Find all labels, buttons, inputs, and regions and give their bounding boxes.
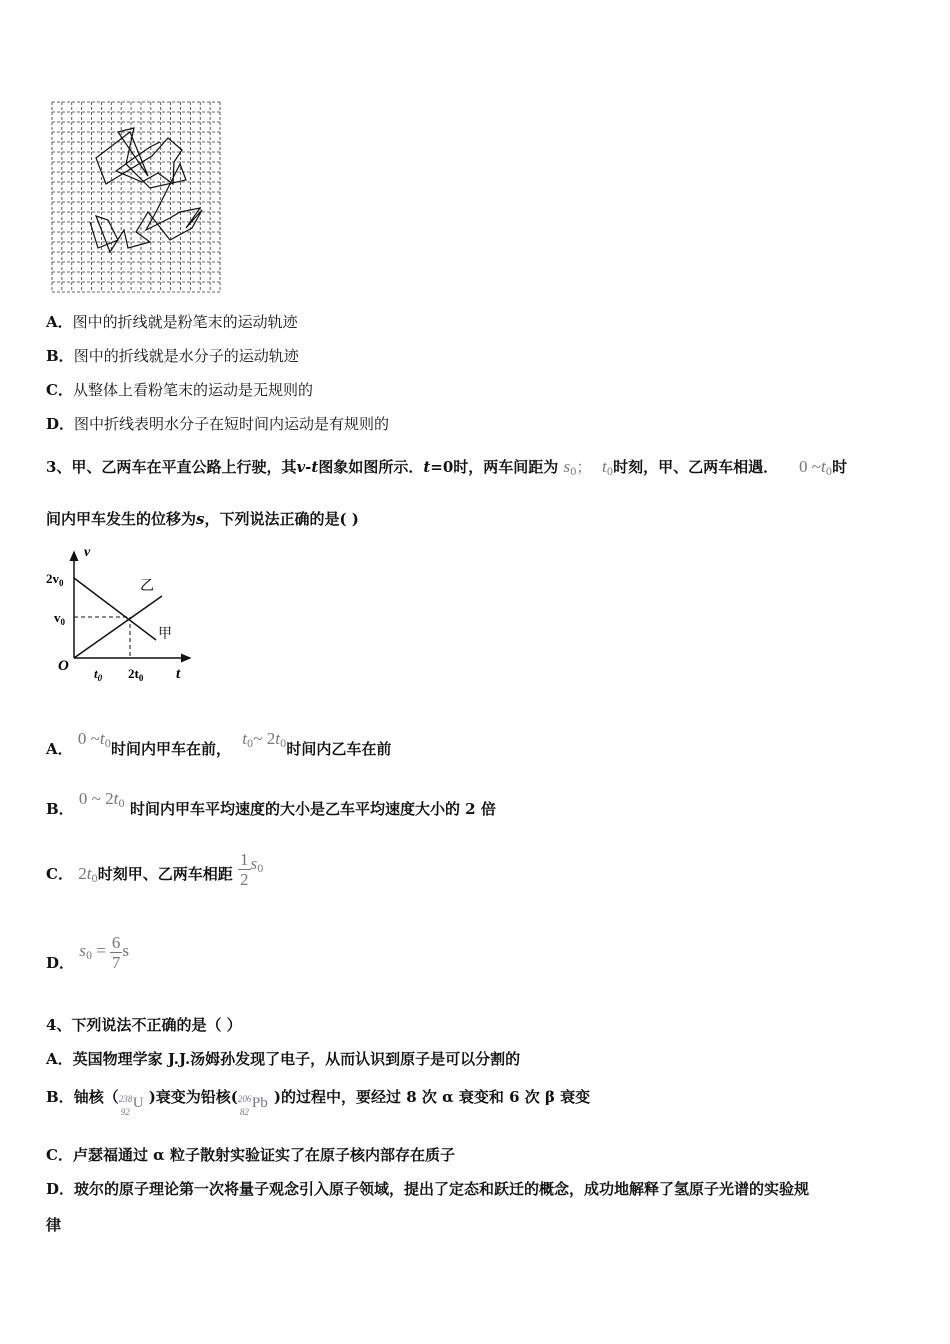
option-text: 时间内乙车在前 [286,740,392,758]
q3-stem-line2 [46,508,359,529]
t-var: t [99,729,105,748]
q4-option-a [46,1048,520,1069]
q2-option-d [46,413,389,434]
t-var: t [602,457,607,476]
half-fraction [238,851,251,888]
subscript: 0 [118,799,125,810]
s-var: s [79,941,86,960]
q3-stem-line1 [46,452,847,482]
q3-option-c [46,846,264,902]
s0-eq-math [79,932,129,972]
t-var: t [275,729,280,748]
x-axis-label: t [176,666,181,682]
subscript: 0 [246,739,254,750]
q3-text: 间内甲车发生的位移为 [46,510,197,528]
q3-text: ，下列说法正确的是( ) [204,510,359,528]
q4-option-d-line1 [46,1178,809,1199]
option-text: 卢瑟福通过 α 粒子散射实验证实了在原子核内部存在质子 [72,1146,455,1164]
t-var: t [242,729,247,748]
q4-option-d-line2: 律 [46,1216,62,1234]
coefficient: 2 [78,864,87,883]
option-text: 图中折线表明水分子在短时间内运动是有规则的 [74,415,390,433]
option-text: 英国物理学家 J.J.汤姆孙发现了电子，从而认识到原子是可以分割的 [72,1050,521,1068]
vt-chart [44,540,204,690]
option-text: 时间内甲车平均速度的大小是乙车平均速度大小的 2 倍 [124,800,496,818]
option-text: 时间内甲车在前， [110,740,231,758]
q3-text: =0时，两车间距为 [430,458,559,476]
q3-option-b [46,790,496,824]
s-var: s [196,510,205,528]
six-sevenths-fraction [110,934,123,971]
s-var: s [563,457,571,476]
option-letter: C． [46,865,73,883]
denominator: 7 [111,952,121,972]
brownian-motion-figure [50,100,222,294]
option-letter: C． [46,1146,73,1164]
range: 0 ~ [799,457,821,476]
y-axis-label: v [84,545,91,560]
s0-math [564,458,577,476]
q4-option-b [46,1082,591,1117]
t-var: t [86,864,92,883]
origin-label: O [58,658,69,674]
option-text: 图中的折线就是粉笔末的运动轨迹 [72,313,298,331]
range-math [79,790,125,808]
s-var: s [250,854,258,873]
q2-option-c [46,379,313,400]
t-var: t [820,457,826,476]
yi-label: 乙 [140,578,154,594]
q2-option-a [46,311,298,332]
q3-text: 时刻，甲、乙两车相遇． [613,458,779,476]
particle-trajectory [90,128,202,252]
jia-label: 甲 [158,626,172,642]
option-letter: B． [46,1088,74,1106]
subscript: 0 [257,864,264,875]
q3-text: 时 [832,458,848,476]
q4-stem: 4、下列说法不正确的是（ ） [46,1016,242,1034]
q3-text: 3、甲、乙两车在平直公路上行驶，其 [46,458,297,476]
option-text: 玻尔的原子理论第一次将量子观念引入原子领域，提出了定态和跃迁的概念，成功地解释了氢原子光谱的实验规 [74,1180,810,1198]
denominator: 2 [240,869,249,889]
q4-option-c [46,1144,455,1165]
atomic-number: 82 [239,1107,249,1117]
option-letter: B． [46,347,74,365]
t0-math [602,458,613,476]
q3-option-a [46,730,391,764]
atomic-number: 92 [120,1107,130,1117]
option-letter: A． [46,1050,73,1068]
range-math [799,458,832,476]
option-text: 图中的折线就是水分子的运动轨迹 [73,347,299,365]
vt-label: v-t [296,458,319,476]
subscript: 0 [279,739,287,750]
subscript: 0 [85,951,93,962]
t-var: t [423,458,431,476]
equals: = [96,941,106,960]
q3-text: 图象如图所示． [318,458,424,476]
option-letter: C． [46,381,73,399]
subscript: 0 [825,467,833,478]
range: ~ 2 [253,729,276,748]
subscript: 0 [91,874,98,885]
numerator: 1 [240,849,249,869]
subscript: 0 [570,467,577,478]
subscript: 0 [104,739,111,750]
option-text: )衰变为铅核( [148,1088,238,1106]
2t0-math [78,865,98,883]
option-text: 从整体上看粉笔末的运动是无规则的 [72,381,313,399]
yi-line [74,596,162,658]
range-math [242,730,286,748]
option-text: 时刻甲、乙两车相距 [97,865,233,883]
option-letter: D． [46,954,75,972]
option-letter: A． [46,740,73,758]
mass-number: 206 [237,1094,252,1104]
option-letter: B． [46,800,74,818]
lead-nuclide [237,1088,274,1117]
mass-number: 238 [118,1094,133,1104]
x-tick-2t0: $2t_0$ [128,666,144,683]
element-symbol: Pb [251,1095,268,1111]
x-tick-t0: $t_0$ [94,666,103,683]
option-text: 铀核（ [73,1088,119,1106]
option-text: )的过程中，要经过 8 次 α 衰变和 6 次 β 衰变 [273,1088,591,1106]
uranium-nuclide [118,1088,149,1117]
option-letter: D． [46,415,75,433]
range-math [78,730,111,748]
option-letter: D． [46,1180,75,1198]
semicolon: ； [576,458,592,476]
s-var: s [122,941,129,960]
numerator: 6 [111,932,121,952]
range: 0 ~ [77,729,100,748]
q2-option-b [46,345,299,366]
subscript: 0 [606,467,614,478]
y-tick-2v0: $2v_0$ [46,571,64,588]
range: 0 ~ 2 [78,789,114,808]
y-tick-v0: $v_0$ [54,610,65,627]
t-var: t [113,789,119,808]
q3-option-d [46,928,129,984]
s0-math [251,855,264,873]
option-letter: A． [46,313,73,331]
element-symbol: U [132,1095,144,1111]
